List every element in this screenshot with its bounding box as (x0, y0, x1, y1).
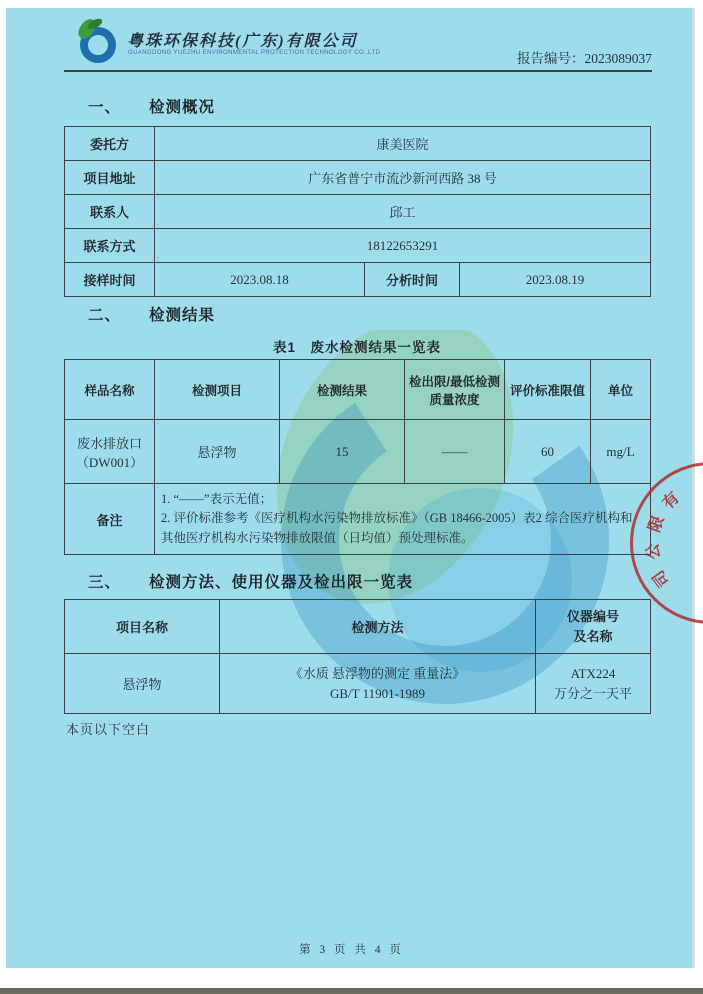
header-rule (64, 70, 652, 72)
methods-header-instrument-line1: 仪器编号 (566, 609, 619, 624)
report-number (430, 47, 652, 67)
methods-header-instrument (536, 600, 651, 654)
instrument-cell (536, 654, 651, 714)
report-number-value: 2023089037 (584, 51, 652, 66)
section3-label: 检测方法、使用仪器及检出限一览表 (149, 574, 414, 591)
test-item-cell: 悬浮物 (155, 420, 280, 484)
methods-header-row (65, 600, 651, 654)
method-name-line1: 《水质 悬浮物的测定 重量法》 (289, 666, 466, 681)
remark-line-2: 2. 评价标准参考《医疗机构水污染物排放标准》（GB 18466-2005）表2 综合医疗机构和其他医疗机构水污染物排放限值（日均值）预处理标准。 (161, 511, 633, 545)
section3-title (88, 570, 413, 592)
section2-label: 检测结果 (149, 307, 216, 324)
overview-label: 委托方 (65, 127, 155, 161)
method-name-line2: GB/T 11901-1989 (330, 685, 425, 701)
table-row (65, 229, 651, 263)
sample-time-label: 接样时间 (65, 263, 155, 297)
section1-label: 检测概况 (149, 99, 216, 116)
section1-number: 一、 (88, 99, 122, 116)
methods-header-item: 项目名称 (65, 600, 220, 654)
unit-cell: mg/L (591, 420, 651, 484)
overview-value: 18122653291 (155, 229, 651, 263)
results-header: 检测项目 (155, 360, 280, 420)
results-remark-row (65, 484, 651, 555)
overview-label: 项目地址 (65, 161, 155, 195)
analysis-time-value: 2023.08.19 (460, 263, 651, 297)
sample-name-cell: 废水排放口（DW001） (65, 420, 155, 484)
blank-below-note: 本页以下空白 (66, 722, 151, 737)
overview-value: 广东省普宁市流沙新河西路 38 号 (155, 161, 651, 195)
remark-label: 备注 (65, 484, 155, 555)
instrument-line1: ATX224 (570, 666, 616, 681)
remark-line-1: 1. “——”表示无值； (161, 491, 273, 506)
results-header: 检出限/最低检测质量浓度 (405, 360, 505, 420)
results-header-row (65, 360, 651, 420)
company-name-en: GUANGDONG YUEZHU ENVIRONMENTAL PROTECTION TECHNOLOGY CO.,LTD (128, 50, 381, 56)
company-logo-icon (72, 15, 120, 65)
method-name-cell (220, 654, 536, 714)
results-table (64, 359, 651, 555)
results-table-caption: 表1 废水检测结果一览表 (272, 340, 441, 355)
overview-value: 康美医院 (155, 127, 651, 161)
seal-char: 限 (646, 513, 668, 535)
sample-time-value: 2023.08.18 (155, 263, 365, 297)
analysis-time-label: 分析时间 (365, 263, 460, 297)
seal-char: 公 (644, 542, 664, 561)
methods-header-instrument-line2: 及名称 (573, 628, 613, 644)
section3-number: 三、 (88, 574, 122, 591)
detection-limit-cell: —— (405, 420, 505, 484)
table-row (65, 161, 651, 195)
results-data-row (65, 420, 651, 484)
page-number: 第 3 页 共 4 页 (299, 944, 404, 956)
standard-limit-cell: 60 (505, 420, 591, 484)
results-header: 样品名称 (65, 360, 155, 420)
seal-char: 有 (659, 489, 683, 513)
results-header: 评价标准限值 (505, 360, 591, 420)
overview-label: 联系方式 (65, 229, 155, 263)
methods-header-method: 检测方法 (220, 600, 536, 654)
results-header: 单位 (591, 360, 651, 420)
remark-content (155, 484, 651, 555)
overview-label: 联系人 (65, 195, 155, 229)
test-result-cell: 15 (280, 420, 405, 484)
method-item-cell: 悬浮物 (65, 654, 220, 714)
table-row (65, 263, 651, 297)
instrument-line2: 万分之一天平 (553, 685, 632, 701)
section2-title (88, 303, 215, 325)
table-row (65, 195, 651, 229)
section2-number: 二、 (88, 307, 122, 324)
company-name-cn: 粤珠环保科技(广东)有限公司 (127, 33, 358, 50)
methods-data-row (65, 654, 651, 714)
overview-value: 邱工 (155, 195, 651, 229)
overview-table (64, 126, 651, 297)
methods-table (64, 599, 651, 714)
section1-title (88, 95, 215, 117)
table-row (65, 127, 651, 161)
results-header: 检测结果 (280, 360, 405, 420)
seal-char: 司 (650, 566, 674, 590)
report-number-label: 报告编号： (517, 51, 585, 66)
scan-edge (0, 988, 703, 994)
